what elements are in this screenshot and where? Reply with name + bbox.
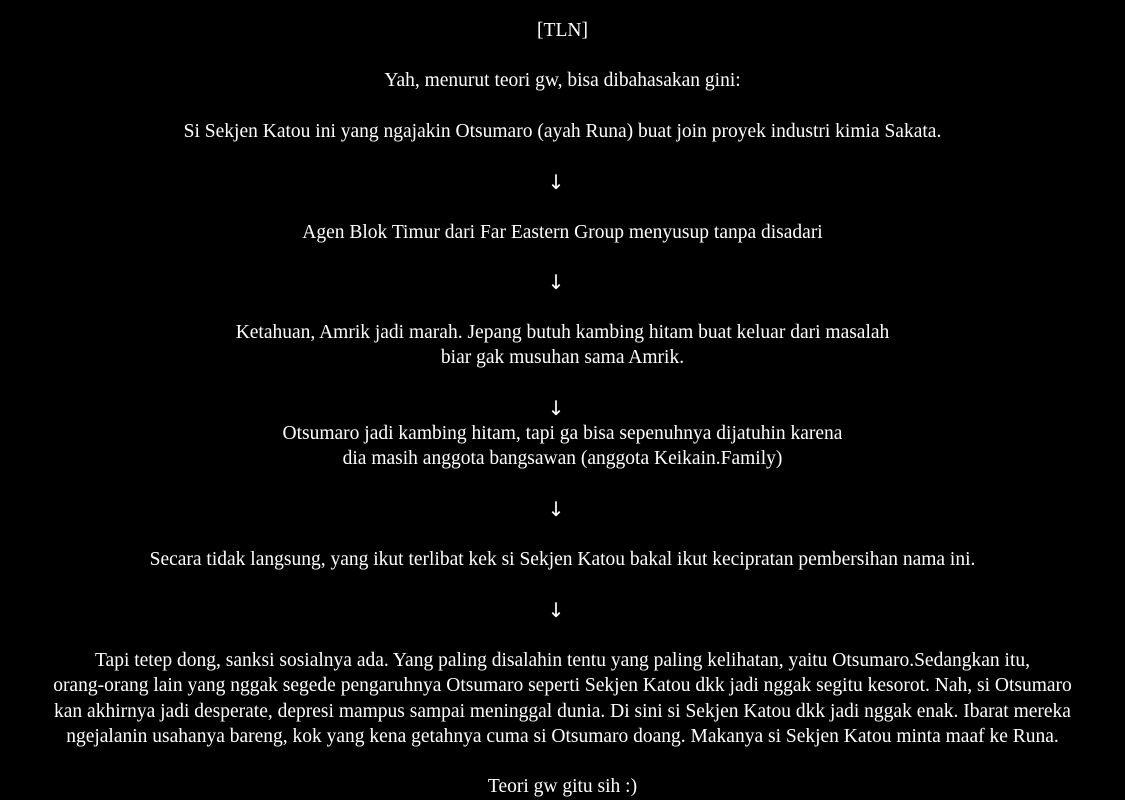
step-6-line-4: ngejalanin usahanya bareng, kok yang kena getahnya cuma si Otsumaro doang. Makanya si Sekjen Katou minta maaf ke Runa. bbox=[66, 726, 1059, 748]
step-6-line-3: kan akhirnya jadi desperate, depresi mampus sampai meninggal dunia. Di sini si Sekjen Katou dkk jadi nggak enak. Ibarat mereka bbox=[54, 700, 1071, 722]
header-tag: [TLN] bbox=[537, 20, 588, 41]
down-arrow-icon: ↓ bbox=[547, 598, 565, 622]
step-4-line-1: Otsumaro jadi kambing hitam, tapi ga bisa sepenuhnya dijatuhin karena bbox=[282, 423, 843, 444]
step-3-line-1: Ketahuan, Amrik jadi marah. Jepang butuh kambing hitam buat keluar dari masalah bbox=[235, 322, 890, 343]
step-1-text: Si Sekjen Katou ini yang ngajakin Otsumaro (ayah Runa) buat join proyek industri kimia Sakata. bbox=[183, 121, 942, 142]
down-arrow-icon: ↓ bbox=[547, 497, 565, 521]
step-4-line-2: dia masih anggota bangsawan (anggota Keikain.Family) bbox=[342, 448, 783, 469]
intro-text: Yah, menurut teori gw, bisa dibahasakan gini: bbox=[384, 70, 741, 91]
step-6-paragraph bbox=[0, 648, 1125, 750]
step-6-line-1: Tapi tetep dong, sanksi sosialnya ada. Yang paling disalahin tentu yang paling kelihatan, yaitu Otsumaro.Sedangkan itu, bbox=[94, 650, 1030, 671]
step-2-text: Agen Blok Timur dari Far Eastern Group menyusup tanpa disadari bbox=[302, 222, 823, 243]
step-6-line-2: orang-orang lain yang nggak segede pengaruhnya Otsumaro seperti Sekjen Katou dkk jadi nggak segitu kesorot. Nah, si Otsumaro bbox=[53, 675, 1072, 697]
step-3-line-2: biar gak musuhan sama Amrik. bbox=[440, 347, 685, 368]
down-arrow-icon: ↓ bbox=[547, 396, 565, 420]
step-5-text: Secara tidak langsung, yang ikut terlibat kek si Sekjen Katou bakal ikut kecipratan pembersihan nama ini. bbox=[149, 549, 976, 570]
closing-text: Teori gw gitu sih :) bbox=[487, 776, 638, 797]
down-arrow-icon: ↓ bbox=[547, 270, 565, 294]
down-arrow-icon: ↓ bbox=[547, 170, 565, 194]
